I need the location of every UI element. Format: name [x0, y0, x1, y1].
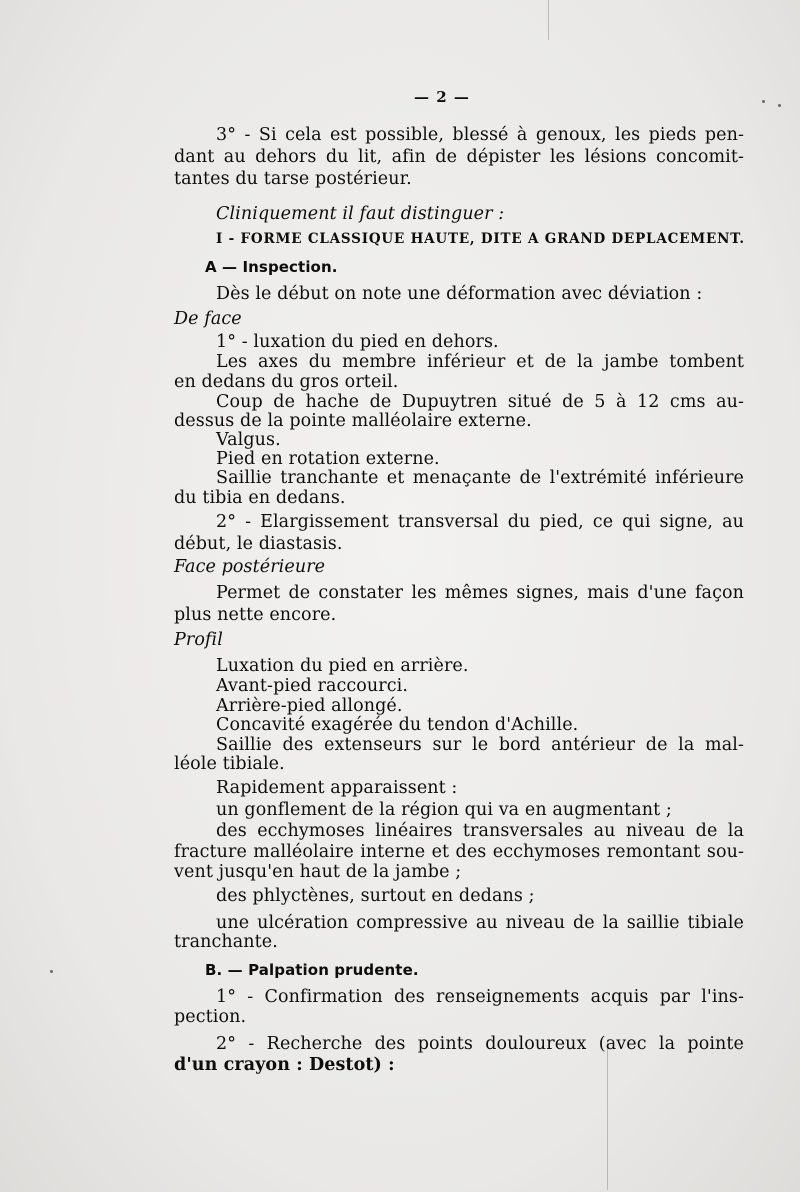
- paragraph-line: dessus de la pointe malléolaire externe.: [174, 411, 532, 431]
- section-heading: I - FORME CLASSIQUE HAUTE, DITE A GRAND DEPLACEMENT.: [216, 231, 745, 247]
- scan-speck: [50, 970, 53, 973]
- paragraph-line: une ulcération compressive au niveau de la saillie tibiale: [216, 913, 744, 933]
- scan-fold-line-lower: [607, 1040, 608, 1190]
- paragraph-line: Coup de hache de Dupuytren situé de 5 à 12 cms au-: [216, 392, 744, 412]
- paragraph-line: des phlyctènes, surtout en dedans ;: [216, 886, 535, 906]
- scan-fold-line: [548, 0, 549, 40]
- paragraph-line: Arrière-pied allongé.: [216, 696, 403, 716]
- paragraph-line: tranchante.: [174, 932, 278, 952]
- subheading-profil: Profil: [174, 630, 223, 650]
- paragraph-line: Saillie des extenseurs sur le bord antérieur de la mal-: [216, 735, 744, 755]
- paragraph-line: Valgus.: [216, 430, 281, 450]
- paragraph-line: 1° - Confirmation des renseignements acquis par l'ins-: [216, 987, 744, 1007]
- paragraph-line: en dedans du gros orteil.: [174, 372, 399, 392]
- subsection-heading-a: A — Inspection.: [205, 258, 338, 276]
- paragraph-line: du tibia en dedans.: [174, 488, 346, 508]
- paragraph-line: Permet de constater les mêmes signes, mais d'une façon: [216, 583, 744, 603]
- paragraph-line: Pied en rotation externe.: [216, 449, 440, 469]
- paragraph-line: plus nette encore.: [174, 605, 337, 625]
- paragraph-line: Rapidement apparaissent :: [216, 778, 458, 798]
- subsection-heading-b: B. — Palpation prudente.: [205, 961, 419, 979]
- subheading-de-face: De face: [174, 309, 242, 329]
- paragraph-line: Concavité exagérée du tendon d'Achille.: [216, 715, 579, 735]
- paragraph-line: un gonflement de la région qui va en augmentant ;: [216, 800, 672, 820]
- paragraph-line: dant au dehors du lit, afin de dépister les lésions concomit-: [174, 147, 744, 167]
- paragraph-line: Dès le début on note une déformation avec déviation :: [216, 284, 703, 304]
- scan-speck: [778, 104, 781, 107]
- paragraph-line: Saillie tranchante et menaçante de l'extrémité inférieure: [216, 468, 744, 488]
- paragraph-line: pection.: [174, 1007, 247, 1027]
- paragraph-line: Avant-pied raccourci.: [216, 676, 409, 696]
- paragraph-line: Les axes du membre inférieur et de la jambe tombent: [216, 352, 744, 372]
- paragraph-line: vent jusqu'en haut de la jambe ;: [174, 862, 462, 882]
- paragraph-line: des ecchymoses linéaires transversales au niveau de la: [216, 821, 744, 841]
- paragraph-line: 2° - Elargissement transversal du pied, ce qui signe, au: [216, 512, 744, 532]
- paragraph-line: fracture malléolaire interne et des ecchymoses remontant sou-: [174, 842, 744, 862]
- paragraph-line: Luxation du pied en arrière.: [216, 656, 469, 676]
- paragraph-line: léole tibiale.: [174, 754, 285, 774]
- subheading-face-posterieure: Face postérieure: [174, 557, 326, 577]
- paragraph-line: tantes du tarse postérieur.: [174, 169, 412, 189]
- paragraph-line: 1° - luxation du pied en dehors.: [216, 332, 499, 352]
- paragraph-line: d'un crayon : Destot) :: [174, 1055, 395, 1075]
- paragraph-line: début, le diastasis.: [174, 534, 343, 554]
- scan-speck: [762, 100, 765, 103]
- page-number: — 2 —: [414, 88, 470, 106]
- paragraph-line: 2° - Recherche des points douloureux (avec la pointe: [216, 1034, 744, 1054]
- section-intro: Cliniquement il faut distinguer :: [216, 204, 505, 224]
- paragraph-line: 3° - Si cela est possible, blessé à genoux, les pieds pen-: [216, 125, 744, 145]
